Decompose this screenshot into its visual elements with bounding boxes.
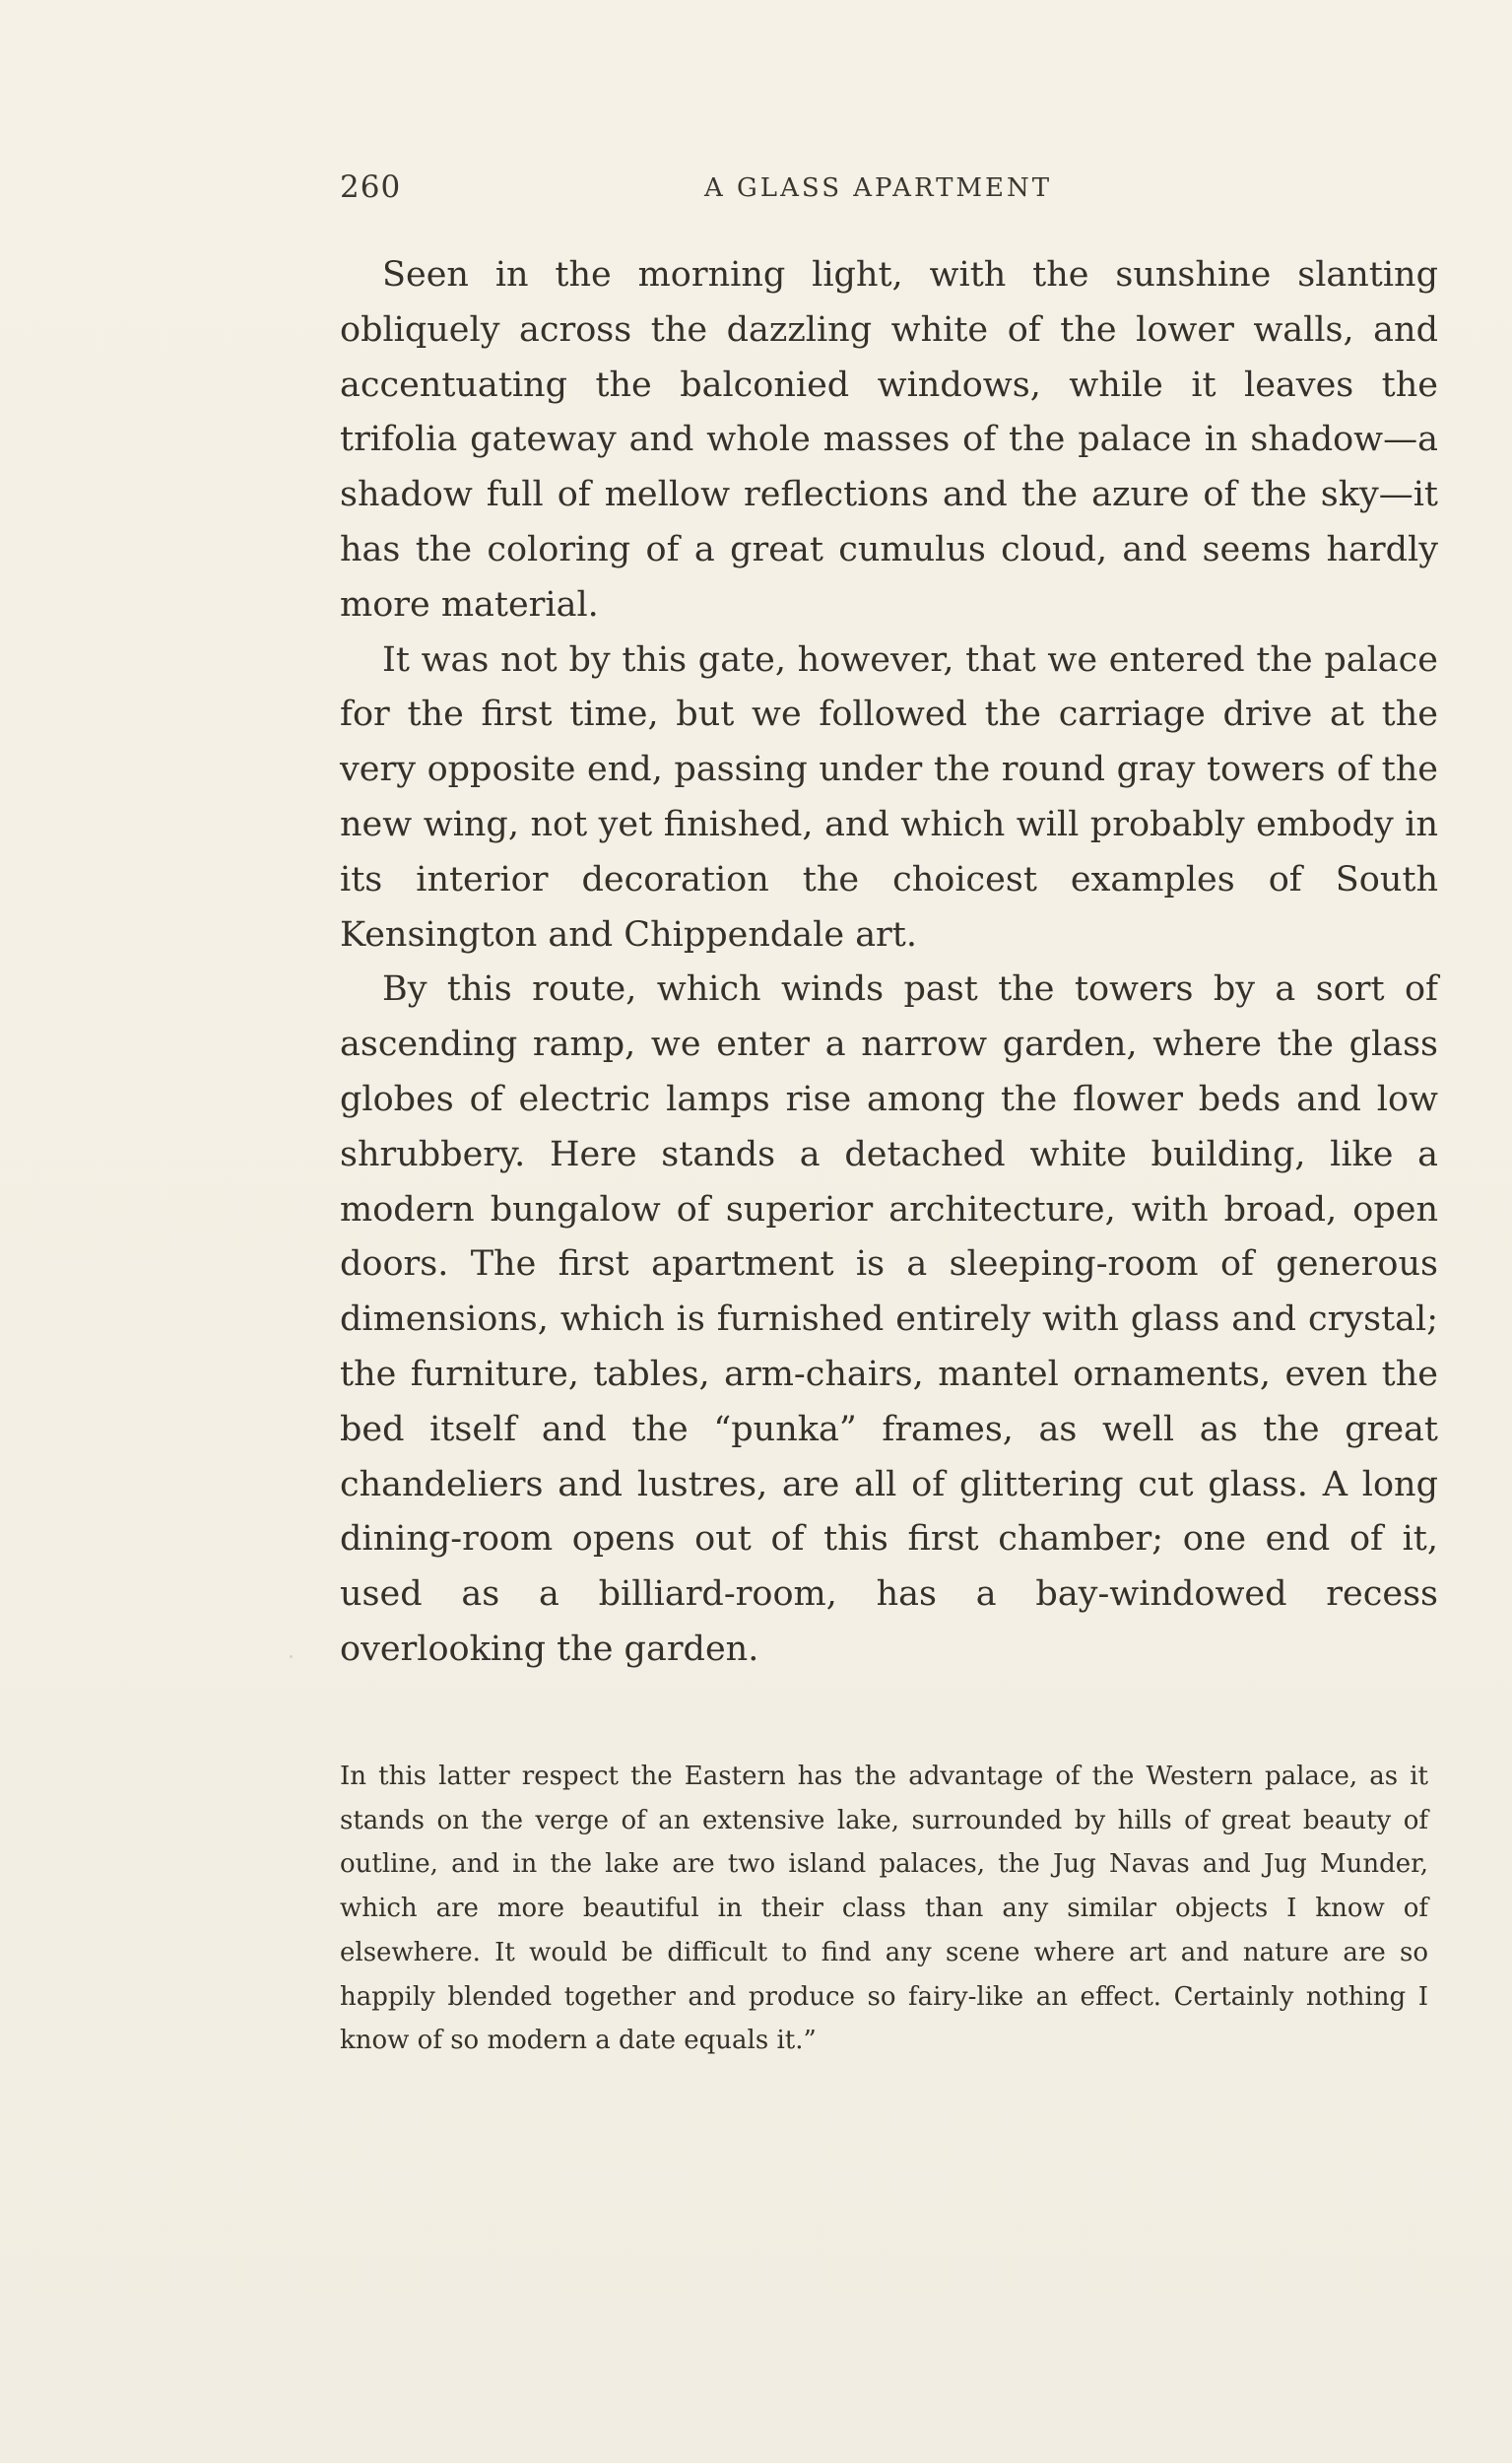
footnote (340, 1755, 1428, 2063)
footnote-text: In this latter respect the Eastern has the advantage of the Western palace, as it stands on the verge of an extensive lake, surrounded by hills of great beauty of outline, and in the lake are two island palaces, the Jug Navas and Jug Munder, which are more beautiful in their class than any similar objects I know of elsewhere. It would be difficult to find any scene where art and nature are so happily blended together and produce so fairy-like an effect. Certainly nothing I know of so modern a date equals it.” (340, 1762, 1428, 2056)
running-head (340, 169, 1433, 209)
paper-speck (290, 1655, 293, 1658)
page-number: 260 (340, 169, 402, 205)
running-title: A GLASS APARTMENT (704, 173, 1053, 203)
paragraph-1: Seen in the morning light, with the sunshine slanting obliquely across the dazzling white of the lower walls, and accentuating the balconied windows, while it leaves the trifolia gateway and whole masses of the palace in shadow—a shadow full of mellow reflections and the azure of the sky—it has the coloring of a great cumulus cloud, and seems hardly more material. (340, 255, 1438, 625)
paragraph-3: By this route, which winds past the towers by a sort of ascending ramp, we enter a narrow garden, where the glass globes of electric lamps rise among the flower beds and low shrubbery. Here stands a detached white building, like a modern bungalow of superior architecture, with broad, open doors. The first apartment is a sleeping-room of generous dimensions, which is furnished entirely with glass and crystal; the furniture, tables, arm-chairs, mantel ornaments, even the bed itself and the “punka” frames, as well as the great chandeliers and lustres, are all of glittering cut glass. A long dining-room opens out of this first chamber; one end of it, used as a billiard-room, has a bay-windowed recess overlooking the garden. (340, 969, 1438, 1669)
body-text (340, 248, 1438, 1678)
paragraph-2: It was not by this gate, however, that we entered the palace for the first time, but we followed the carriage drive at the very opposite end, passing under the round gray towers of the new wing, not yet finished, and which will probably embody in its interior decoration the choicest examples of South Kensington and Chippendale art. (340, 639, 1438, 955)
